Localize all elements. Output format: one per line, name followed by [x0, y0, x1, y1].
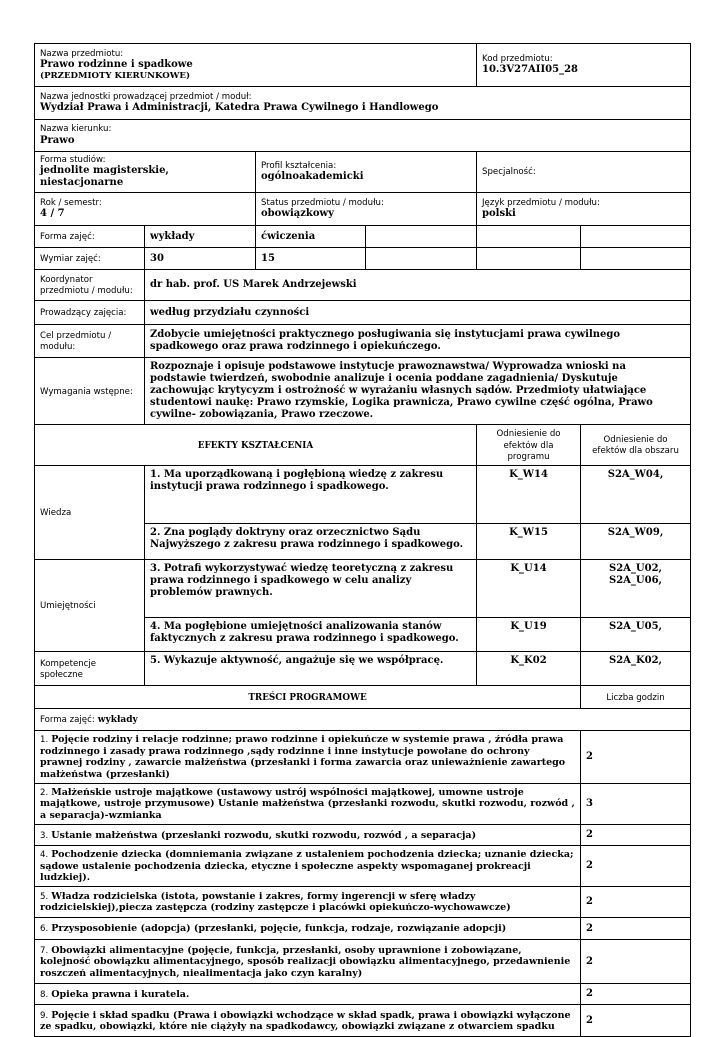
effect-row: [35, 560, 691, 618]
effect-row: [35, 466, 691, 524]
content-num: 7.: [40, 945, 49, 956]
content-hours: 2: [586, 988, 593, 1000]
goal-label: Cel przedmiotu / modułu:: [40, 330, 112, 353]
requirements-value: Rozpoznaje i opisuje podstawowe instytucje prawoznawstwa/ Wyprowadza wnioski na podstawie twierdzeń, swobodnie analizuje i ocenia poddane zagadnienia/ Dyskutuje zachowując krytycyzm i ostrożność w wyrażaniu własnych sądów. Przedmioty ułatwiające studentowi naukę: Prawo rzymskie, Logika prawnicza, Prawo cywilne część ogólna, Prawo cywilne- zobowiązania, Prawo rzeczowe.: [150, 361, 653, 421]
content-row: [35, 825, 691, 846]
course-sheet-table: [34, 43, 691, 1037]
effect-area-ref: S2A_W04,: [607, 469, 664, 481]
effect-program-ref: K_K02: [510, 655, 547, 667]
content-row: [35, 984, 691, 1005]
content-row: [35, 918, 691, 940]
content-text: Władza rodzicielska (istota, powstanie i zakres, formy ingerencji w sferę władzy rodzicielskiej),piecza zastępcza (rodziny zastępcze i placówki opiekuńczo-wychowawcze): [40, 891, 511, 914]
content-text: Przysposobienie (adopcja) (przesłanki, pojęcie, funkcja, rodzaje, rozwiązanie adopcji): [51, 923, 507, 935]
year-label: Rok / semestr:: [40, 198, 102, 209]
subject-name: Prawo rodzinne i spadkowe: [40, 59, 193, 70]
effect-program-ref: K_U14: [510, 563, 547, 575]
language-value: polski: [482, 208, 516, 220]
content-row: [35, 784, 691, 825]
effect-row: [35, 652, 691, 686]
requirements-label: Wymagania wstępne:: [40, 386, 133, 397]
ref-program-header: Odniesienie do efektów dla programu: [496, 429, 561, 463]
effect-program-ref: K_W15: [509, 527, 548, 539]
study-form-row: [35, 152, 691, 193]
specialty-label: Specjalność:: [482, 167, 536, 177]
content-hours: 3: [586, 798, 593, 810]
content-num: 2.: [40, 788, 49, 799]
content-header: TREŚCI PROGRAMOWE: [248, 692, 367, 703]
status-label: Status przedmiotu / modułu:: [261, 198, 384, 209]
effect-area-ref: S2A_U05,: [608, 621, 663, 633]
class-form-row: [35, 226, 691, 248]
class-form-label: Forma zajęć:: [40, 232, 95, 243]
content-text: Opieka prawna i kuratela.: [51, 988, 190, 1000]
goal-row: [35, 325, 691, 358]
effect-area-ref: S2A_W09,: [607, 527, 664, 539]
content-text: Obowiązki alimentacyjne (pojęcie, funkcja, przesłanki, osoby uprawnione i zobowiązane, kolejność obowiązku alimentacyjnego, sposób realizacji obowiązku alimentacyjnego, przedawnienie roszczeń alimentacyjnych, niealimentacja jako czyn karalny): [40, 944, 571, 979]
content-num: 3.: [40, 830, 49, 841]
hours-exercise: 15: [261, 252, 275, 264]
code-value: 10.3V27AII05_28: [482, 64, 578, 76]
teacher-label: Prowadzący zajęcia:: [40, 308, 127, 319]
year-value: 4 / 7: [40, 208, 65, 220]
subject-label: Nazwa przedmiotu:: [40, 48, 124, 59]
content-text: Ustanie małżeństwa (przesłanki rozwodu, skutki rozwodu, rozwód , a separacja): [51, 829, 477, 841]
year-row: [35, 193, 691, 226]
content-num: 9.: [40, 1010, 49, 1021]
effect-text: 3. Potrafi wykorzystywać wiedzę teoretyczną z zakresu prawa rodzinnego i spadkowego w celu analizy problemów prawnych.: [150, 563, 454, 599]
content-text: Pochodzenie dziecka (domniemania związane z ustaleniem pochodzenia dziecka; uznanie dziecka; sądowe ustalenie pochodzenia dziecka, etyczne i społeczne aspekty wspomaganej prokreacji ludzkiej).: [40, 849, 574, 883]
header-row: [35, 44, 691, 87]
coordinator-value: dr hab. prof. US Marek Andrzejewski: [150, 279, 357, 291]
hours-row: [35, 248, 691, 270]
unit-value: Wydział Prawa i Administracji, Katedra Prawa Cywilnego i Handlowego: [40, 102, 439, 114]
content-num: 8.: [40, 989, 49, 1000]
content-header-row: [35, 686, 691, 709]
study-form-value: jednolite magisterskie, niestacjonarne: [40, 165, 169, 189]
effect-area-ref: S2A_K02,: [609, 655, 663, 667]
coordinator-row: [35, 270, 691, 301]
effect-program-ref: K_W14: [509, 469, 548, 481]
content-hours: 2: [586, 955, 593, 967]
requirements-row: [35, 358, 691, 425]
unit-label: Nazwa jednostki prowadzącej przedmiot / moduł:: [40, 91, 252, 102]
teacher-value: według przydziału czynności: [150, 306, 310, 318]
direction-row: [35, 120, 691, 152]
effects-header: EFEKTY KSZTAŁCENIA: [197, 440, 314, 451]
language-label: Język przedmiotu / modułu:: [482, 198, 600, 209]
code-cell: [477, 44, 691, 87]
social-label: Kompetencje społeczne: [40, 658, 97, 680]
content-form-value: wykłady: [97, 715, 138, 726]
goal-value: Zdobycie umiejętności praktycznego posługiwania się instytucjami prawa cywilnego spadkowego oraz prawa rodzinnego i opiekuńczego.: [150, 329, 621, 353]
skills-label: Umiejętności: [40, 601, 96, 612]
content-hours: 2: [586, 1014, 593, 1026]
content-num: 5.: [40, 892, 49, 902]
effect-text: 1. Ma uporządkowaną i pogłębioną wiedzę z zakresu instytucji prawa rodzinnego i spadkowego.: [150, 469, 444, 493]
content-num: 1.: [40, 735, 49, 746]
subject-cell: [35, 44, 477, 87]
knowledge-label: Wiedza: [40, 508, 72, 519]
hours-label: Wymiar zajęć:: [40, 254, 101, 265]
effect-text: 2. Zna poglądy doktryny oraz orzecznictwo Sądu Najwyższego z zakresu prawa rodzinnego i spadkowego.: [150, 527, 464, 551]
subject-category: (PRZEDMIOTY KIERUNKOWE): [40, 71, 191, 81]
content-form-label: Forma zajęć:: [40, 715, 95, 726]
unit-row: [35, 87, 691, 120]
teacher-row: [35, 301, 691, 325]
content-form-row: [35, 709, 691, 731]
content-text: Pojęcie i skład spadku (Prawa i obowiązki wchodzące w skład spadk, prawa i obowiązki wyłączone ze spadku, obowiązki, które nie ciążyły na spadkodawcy, obowiązki związane z otwarciem spadku: [40, 1009, 571, 1032]
hours-header: Liczba godzin: [606, 692, 665, 703]
content-row: [35, 731, 691, 784]
content-row: [35, 846, 691, 887]
content-row: [35, 1005, 691, 1037]
content-row: [35, 887, 691, 918]
content-num: 6.: [40, 924, 49, 935]
content-hours: 2: [586, 751, 593, 763]
effect-area-ref: S2A_U02,: [608, 563, 663, 575]
content-row: [35, 940, 691, 984]
effect-text: 4. Ma pogłębione umiejętności analizowania stanów faktycznych z zakresu prawa rodzinnego i spadkowego.: [150, 621, 459, 645]
ref-area-header: Odniesienie do efektów dla obszaru: [592, 435, 679, 457]
content-hours: 2: [586, 829, 593, 841]
content-hours: 2: [586, 860, 593, 872]
content-num: 4.: [40, 850, 49, 861]
code-label: Kod przedmiotu:: [482, 53, 553, 64]
status-value: obowiązkowy: [261, 208, 334, 220]
hours-lecture: 30: [150, 252, 164, 264]
effect-text: 5. Wykazuje aktywność, angażuje się we współpracę.: [150, 655, 444, 667]
effect-area-ref-2: S2A_U06,: [608, 575, 663, 587]
class-form-exercise: ćwiczenia: [261, 230, 316, 242]
direction-label: Nazwa kierunku:: [40, 124, 112, 135]
profile-value: ogólnoakademicki: [261, 171, 364, 183]
content-hours: 2: [586, 922, 593, 934]
effects-header-row: [35, 425, 691, 466]
profile-label: Profil kształcenia:: [261, 161, 337, 171]
class-form-lecture: wykłady: [150, 230, 195, 242]
content-text: Pojęcie rodziny i relacje rodzinne; prawo rodzinne i opiekuńcze w systemie prawa , źródła prawa rodzinnego i zasady prawa rodzinnego ,sądy rodzinne i inne instytucje powołane do ochrony prawnej rodziny , zawarcie małżeństwa (przesłanki i forma zawarcia oraz unieważnienie zawartego małżeństwa (przesłanki): [40, 734, 566, 780]
study-form-label: Forma studiów:: [40, 155, 106, 165]
coordinator-label: Koordynator przedmiotu / modułu:: [40, 274, 133, 297]
effect-program-ref: K_U19: [510, 621, 547, 633]
content-hours: 2: [586, 896, 593, 908]
direction-value: Prawo: [40, 134, 75, 146]
content-text: Małżeńskie ustroje majątkowe (ustawowy ustrój wspólności majątkowej, umowne ustroje majątkowe, ustroje przymusowe) Ustanie małżeństwa (przesłanki rozwodu, skutki rozwodu, rozwód , a separacja)-wzmianka: [40, 787, 575, 821]
